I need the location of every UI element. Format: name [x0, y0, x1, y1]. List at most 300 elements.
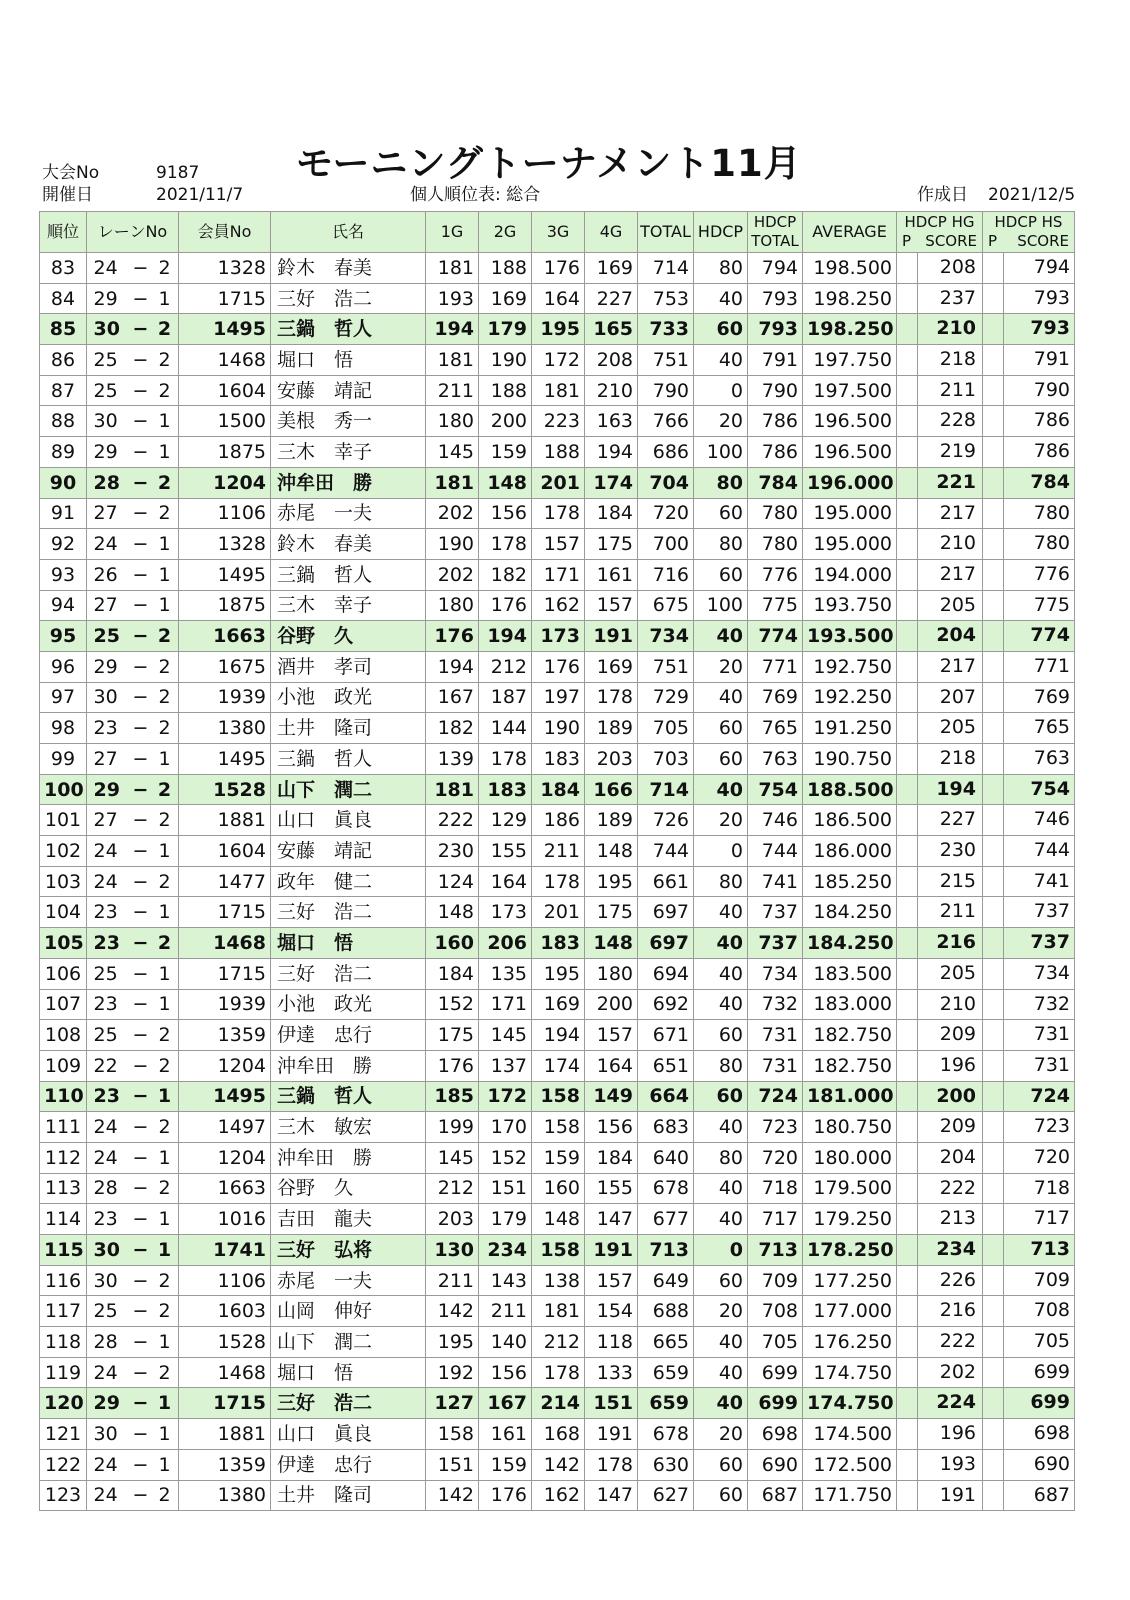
hdcp-hs-score: 705 [1033, 1330, 1070, 1353]
g2-cell: 137 [479, 1050, 532, 1081]
lane-number: 29 [93, 287, 118, 310]
lane-separator: − [132, 1330, 149, 1353]
total-cell: 714 [638, 253, 694, 284]
name-cell: 伊達 忠行 [271, 1449, 426, 1480]
member-no-cell: 1675 [179, 651, 271, 682]
total-cell: 705 [638, 713, 694, 744]
hdcp-hs-p [983, 499, 1004, 529]
hdcp-total-cell: 734 [748, 958, 803, 989]
total-cell: 714 [638, 774, 694, 805]
g2-cell: 156 [479, 498, 532, 529]
hdcp-hg-cell [897, 1204, 983, 1235]
hdcp-hs-p [983, 1388, 1004, 1418]
hdcp-hg-score: 207 [939, 685, 976, 708]
lane-number: 28 [93, 471, 120, 494]
g4-cell: 191 [585, 1419, 638, 1450]
average-cell: 197.750 [803, 345, 897, 376]
g4-cell: 184 [585, 1142, 638, 1173]
hdcp-cell: 0 [694, 836, 748, 867]
hdcp-hs-cell [983, 1081, 1075, 1112]
member-no-cell: 1497 [179, 1112, 271, 1143]
hdcp-cell: 60 [694, 713, 748, 744]
hdcp-hg-score: 204 [939, 1145, 976, 1168]
g4-cell: 157 [585, 1265, 638, 1296]
hdcp-total-cell: 731 [748, 1050, 803, 1081]
lane-side: 2 [158, 1484, 171, 1507]
hdcp-hs-score: 698 [1033, 1422, 1070, 1445]
hdcp-hg-cell [897, 1235, 983, 1266]
table-row [40, 314, 1075, 345]
table-row [40, 774, 1075, 805]
table-row [40, 1449, 1075, 1480]
average-cell: 181.000 [803, 1081, 897, 1112]
average-cell: 172.500 [803, 1449, 897, 1480]
g2-cell: 140 [479, 1327, 532, 1358]
hdcp-hs-score: 690 [1033, 1452, 1070, 1475]
g3-cell: 164 [532, 283, 585, 314]
hdcp-total-cell: 784 [748, 467, 803, 498]
lane-separator: − [132, 747, 149, 770]
g4-cell: 148 [585, 836, 638, 867]
table-row [40, 744, 1075, 775]
hdcp-hg-score: 213 [939, 1207, 976, 1230]
average-cell: 182.750 [803, 1020, 897, 1051]
hdcp-hg-p [897, 1266, 918, 1296]
hdcp-hs-score: 754 [1030, 777, 1070, 800]
g4-cell: 175 [585, 529, 638, 560]
lane-side: 1 [158, 1330, 171, 1353]
member-no-cell: 1528 [179, 774, 271, 805]
g2-cell: 167 [479, 1388, 532, 1419]
name-cell: 沖牟田 勝 [271, 1050, 426, 1081]
g1-cell: 180 [426, 406, 479, 437]
hdcp-total-cell: 794 [748, 253, 803, 284]
g3-cell: 160 [532, 1173, 585, 1204]
hdcp-hg-cell [897, 682, 983, 713]
hdcp-hg-p [897, 836, 918, 866]
hdcp-total-cell: 699 [748, 1357, 803, 1388]
hdcp-cell: 80 [694, 1142, 748, 1173]
name-cell: 赤尾 一夫 [271, 1265, 426, 1296]
hdcp-hg-score: 228 [939, 409, 976, 432]
hdcp-hg-p [897, 928, 918, 958]
name-cell: 谷野 久 [271, 1173, 426, 1204]
hdcp-hs-score: 744 [1033, 839, 1070, 862]
total-cell: 704 [638, 467, 694, 498]
rank-cell: 85 [40, 314, 87, 345]
hdcp-hg-score: 211 [939, 378, 976, 401]
hdcp-hs-cell [983, 1388, 1075, 1419]
hdcp-hs-cell [983, 590, 1075, 621]
hdcp-total-cell: 724 [748, 1081, 803, 1112]
g4-cell: 174 [585, 467, 638, 498]
member-no-cell: 1106 [179, 1265, 271, 1296]
name-cell: 土井 隆司 [271, 1480, 426, 1511]
hdcp-hs-score: 786 [1033, 440, 1070, 463]
hdcp-hs-score: 765 [1033, 716, 1070, 739]
lane-cell [87, 345, 179, 376]
hdcp-hg-p [897, 437, 918, 467]
g2-cell: 178 [479, 529, 532, 560]
hdcp-hs-cell [983, 283, 1075, 314]
g3-cell: 211 [532, 836, 585, 867]
g4-cell: 157 [585, 590, 638, 621]
hdcp-hs-cell [983, 621, 1075, 652]
hdcp-hg-cell [897, 651, 983, 682]
hdcp-cell: 80 [694, 253, 748, 284]
g1-cell: 190 [426, 529, 479, 560]
table-row [40, 1357, 1075, 1388]
hdcp-total-cell: 763 [748, 744, 803, 775]
rank-cell: 109 [40, 1050, 87, 1081]
g1-cell: 212 [426, 1173, 479, 1204]
name-cell: 三好 浩二 [271, 958, 426, 989]
hdcp-hg-score: 209 [939, 1023, 976, 1046]
g1-cell: 181 [426, 345, 479, 376]
hdcp-hs-cell [983, 958, 1075, 989]
member-no-cell: 1495 [179, 559, 271, 590]
hdcp-hg-p [897, 990, 918, 1020]
g2-cell: 143 [479, 1265, 532, 1296]
hdcp-hg-score: 200 [936, 1084, 976, 1107]
hdcp-hg-score: 222 [939, 1176, 976, 1199]
rank-cell: 108 [40, 1020, 87, 1051]
member-no-cell: 1663 [179, 621, 271, 652]
lane-separator: − [132, 563, 149, 586]
hdcp-hs-score: 784 [1030, 470, 1070, 493]
g2-cell: 178 [479, 744, 532, 775]
total-cell: 753 [638, 283, 694, 314]
hdcp-hg-p [897, 1051, 918, 1081]
total-cell: 678 [638, 1173, 694, 1204]
lane-separator: − [132, 1146, 149, 1169]
hdcp-hg-cell [897, 866, 983, 897]
lane-cell [87, 529, 179, 560]
hdcp-hg-score: 227 [939, 808, 976, 831]
g2-cell: 148 [479, 467, 532, 498]
average-cell: 174.750 [803, 1388, 897, 1419]
hdcp-cell: 80 [694, 866, 748, 897]
hdcp-hs-score: 718 [1033, 1176, 1070, 1199]
hdcp-hs-p [983, 345, 1004, 375]
lane-number: 25 [93, 1300, 118, 1323]
lane-side: 2 [158, 1300, 171, 1323]
member-no-cell: 1468 [179, 928, 271, 959]
g1-cell: 203 [426, 1204, 479, 1235]
hdcp-hg-score: 211 [939, 900, 976, 923]
lane-cell [87, 437, 179, 468]
lane-side: 1 [158, 901, 171, 924]
hdcp-hs-score: 687 [1033, 1483, 1070, 1506]
hdcp-hg-score: 209 [939, 1115, 976, 1138]
g3-cell: 176 [532, 253, 585, 284]
table-row [40, 253, 1075, 284]
lane-side: 2 [157, 931, 172, 954]
g1-cell: 193 [426, 283, 479, 314]
rank-cell: 107 [40, 989, 87, 1020]
total-cell: 694 [638, 958, 694, 989]
lane-cell [87, 713, 179, 744]
g2-cell: 188 [479, 375, 532, 406]
g1-cell: 180 [426, 590, 479, 621]
total-cell: 678 [638, 1419, 694, 1450]
g1-cell: 185 [426, 1081, 479, 1112]
lane-cell [87, 1204, 179, 1235]
member-no-cell: 1495 [179, 1081, 271, 1112]
hdcp-hg-cell [897, 1480, 983, 1511]
g2-cell: 188 [479, 253, 532, 284]
rank-cell: 117 [40, 1296, 87, 1327]
lane-cell [87, 1480, 179, 1511]
hdcp-hs-p [983, 560, 1004, 590]
lane-separator: − [132, 1208, 149, 1231]
lane-separator: − [132, 625, 149, 648]
rank-cell: 112 [40, 1142, 87, 1173]
lane-side: 2 [158, 809, 171, 832]
hdcp-cell: 80 [694, 1050, 748, 1081]
hdcp-total-cell: 705 [748, 1327, 803, 1358]
hdcp-hs-cell [983, 345, 1075, 376]
hdcp-hg-cell [897, 1081, 983, 1112]
lane-cell [87, 805, 179, 836]
g2-cell: 129 [479, 805, 532, 836]
lane-cell [87, 1142, 179, 1173]
hdcp-hg-p [897, 652, 918, 682]
hdcp-hs-cell [983, 989, 1075, 1020]
table-row [40, 1327, 1075, 1358]
g3-cell: 148 [532, 1204, 585, 1235]
col-hdcp-hs-p: P [988, 232, 998, 250]
hdcp-hs-score: 699 [1033, 1360, 1070, 1383]
name-cell: 山口 眞良 [271, 805, 426, 836]
hdcp-hs-p [983, 1051, 1004, 1081]
hdcp-hs-cell [983, 314, 1075, 345]
lane-side: 2 [158, 870, 171, 893]
member-no-cell: 1204 [179, 1050, 271, 1081]
average-cell: 180.750 [803, 1112, 897, 1143]
lane-number: 29 [93, 440, 118, 463]
table-row [40, 590, 1075, 621]
lane-number: 24 [93, 839, 118, 862]
lane-side: 2 [157, 625, 172, 648]
lane-side: 1 [158, 839, 171, 862]
name-cell: 三鍋 哲人 [271, 744, 426, 775]
total-cell: 649 [638, 1265, 694, 1296]
lane-separator: − [132, 839, 149, 862]
hdcp-cell: 40 [694, 989, 748, 1020]
rank-cell: 104 [40, 897, 87, 928]
hdcp-cell: 60 [694, 314, 748, 345]
hdcp-hg-score: 205 [939, 716, 976, 739]
average-cell: 186.500 [803, 805, 897, 836]
name-cell: 安藤 靖記 [271, 375, 426, 406]
lane-separator: − [132, 1300, 149, 1323]
lane-side: 1 [158, 747, 171, 770]
hdcp-hs-score: 737 [1033, 900, 1070, 923]
member-no-cell: 1875 [179, 590, 271, 621]
lane-separator: − [132, 870, 149, 893]
name-cell: 山下 潤二 [271, 774, 426, 805]
lane-separator: − [132, 440, 149, 463]
member-no-cell: 1016 [179, 1204, 271, 1235]
g3-cell: 181 [532, 375, 585, 406]
hdcp-hg-cell [897, 529, 983, 560]
total-cell: 688 [638, 1296, 694, 1327]
hdcp-hs-cell [983, 1204, 1075, 1235]
name-cell: 土井 隆司 [271, 713, 426, 744]
average-cell: 184.250 [803, 897, 897, 928]
hdcp-hs-cell [983, 1480, 1075, 1511]
rank-cell: 83 [40, 253, 87, 284]
average-cell: 174.750 [803, 1357, 897, 1388]
hdcp-total-cell: 731 [748, 1020, 803, 1051]
lane-cell [87, 1112, 179, 1143]
hdcp-hg-score: 210 [936, 317, 976, 340]
g1-cell: 211 [426, 375, 479, 406]
hdcp-hs-score: 717 [1033, 1207, 1070, 1230]
g1-cell: 230 [426, 836, 479, 867]
hdcp-cell: 20 [694, 1296, 748, 1327]
average-cell: 196.000 [803, 467, 897, 498]
lane-side: 2 [158, 1177, 171, 1200]
name-cell: 酒井 孝司 [271, 651, 426, 682]
lane-separator: − [132, 778, 149, 801]
lane-side: 1 [158, 1422, 171, 1445]
g3-cell: 178 [532, 498, 585, 529]
g2-cell: 234 [479, 1235, 532, 1266]
name-cell: 三鍋 哲人 [271, 559, 426, 590]
table-row [40, 1020, 1075, 1051]
hdcp-hs-score: 699 [1030, 1391, 1070, 1414]
lane-cell [87, 1173, 179, 1204]
g3-cell: 168 [532, 1419, 585, 1450]
hdcp-hg-score: 216 [936, 931, 976, 954]
g4-cell: 147 [585, 1204, 638, 1235]
hdcp-hg-cell [897, 1265, 983, 1296]
hdcp-hs-cell [983, 559, 1075, 590]
lane-number: 28 [93, 1177, 118, 1200]
g4-cell: 194 [585, 437, 638, 468]
member-no-cell: 1604 [179, 375, 271, 406]
hdcp-hg-p [897, 406, 918, 436]
col-hdcp-hg-score: SCORE [925, 232, 977, 250]
lane-number: 30 [93, 1422, 118, 1445]
table-row [40, 406, 1075, 437]
col-lane: レーンNo [87, 212, 179, 253]
hdcp-hs-cell [983, 774, 1075, 805]
g2-cell: 135 [479, 958, 532, 989]
hdcp-hs-score: 793 [1030, 317, 1070, 340]
hdcp-total-cell: 690 [748, 1449, 803, 1480]
member-no-cell: 1380 [179, 713, 271, 744]
hdcp-hs-p [983, 437, 1004, 467]
average-cell: 183.500 [803, 958, 897, 989]
g2-cell: 206 [479, 928, 532, 959]
hdcp-hg-p [897, 529, 918, 559]
hdcp-total-cell: 765 [748, 713, 803, 744]
hdcp-hs-p [983, 1143, 1004, 1173]
lane-cell [87, 283, 179, 314]
hdcp-hg-score: 218 [939, 747, 976, 769]
lane-cell [87, 1388, 179, 1419]
g4-cell: 180 [585, 958, 638, 989]
hdcp-hs-score: 741 [1033, 869, 1070, 892]
average-cell: 192.750 [803, 651, 897, 682]
hdcp-total-cell: 790 [748, 375, 803, 406]
hdcp-hg-cell [897, 897, 983, 928]
hdcp-hg-p [897, 499, 918, 529]
lane-side: 1 [157, 1085, 172, 1108]
lane-number: 30 [93, 1269, 118, 1292]
lane-number: 26 [93, 563, 118, 586]
average-cell: 182.750 [803, 1050, 897, 1081]
average-cell: 196.500 [803, 437, 897, 468]
hdcp-hs-score: 776 [1033, 562, 1070, 585]
hdcp-hs-cell [983, 253, 1075, 284]
lane-cell [87, 406, 179, 437]
g2-cell: 190 [479, 345, 532, 376]
hdcp-hs-p [983, 253, 1004, 283]
hdcp-cell: 60 [694, 1480, 748, 1511]
lane-separator: − [132, 1177, 149, 1200]
table-row [40, 1173, 1075, 1204]
hdcp-hg-score: 205 [939, 593, 976, 616]
rank-cell: 90 [40, 467, 87, 498]
average-cell: 190.750 [803, 744, 897, 775]
hdcp-hg-score: 217 [939, 654, 976, 677]
g3-cell: 195 [532, 314, 585, 345]
g1-cell: 160 [426, 928, 479, 959]
lane-separator: − [132, 1453, 149, 1476]
g4-cell: 166 [585, 774, 638, 805]
g3-cell: 183 [532, 744, 585, 775]
hdcp-hs-cell [983, 866, 1075, 897]
lane-side: 2 [158, 1269, 171, 1292]
g2-cell: 182 [479, 559, 532, 590]
hdcp-cell: 40 [694, 958, 748, 989]
lane-side: 2 [157, 471, 172, 494]
total-cell: 630 [638, 1449, 694, 1480]
hdcp-cell: 40 [694, 621, 748, 652]
hdcp-cell: 40 [694, 1388, 748, 1419]
hdcp-hs-score: 771 [1033, 654, 1070, 677]
lane-number: 29 [93, 1392, 120, 1415]
member-no-cell: 1477 [179, 866, 271, 897]
hdcp-hs-score: 775 [1033, 593, 1070, 616]
member-no-cell: 1881 [179, 805, 271, 836]
hdcp-hs-score: 734 [1033, 961, 1070, 984]
hdcp-hs-score: 709 [1033, 1268, 1070, 1291]
total-cell: 744 [638, 836, 694, 867]
average-cell: 185.250 [803, 866, 897, 897]
lane-cell [87, 559, 179, 590]
member-no-cell: 1604 [179, 836, 271, 867]
member-no-cell: 1328 [179, 253, 271, 284]
total-cell: 733 [638, 314, 694, 345]
hdcp-total-cell: 737 [748, 928, 803, 959]
g2-cell: 144 [479, 713, 532, 744]
total-cell: 697 [638, 897, 694, 928]
member-no-cell: 1741 [179, 1235, 271, 1266]
lane-separator: − [132, 318, 149, 341]
member-no-cell: 1468 [179, 1357, 271, 1388]
hdcp-hg-score: 218 [939, 348, 976, 371]
average-cell: 183.000 [803, 989, 897, 1020]
member-no-cell: 1881 [179, 1419, 271, 1450]
rank-cell: 122 [40, 1449, 87, 1480]
total-cell: 664 [638, 1081, 694, 1112]
hdcp-cell: 40 [694, 774, 748, 805]
